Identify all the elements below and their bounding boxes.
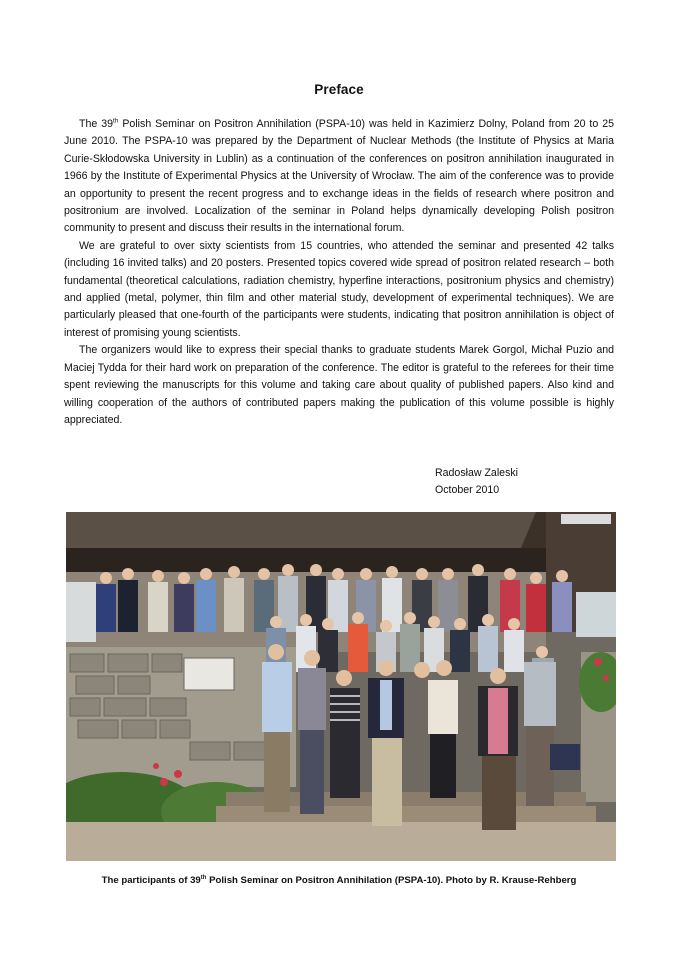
signature-date: October 2010	[435, 484, 500, 497]
ordinal-superscript: th	[113, 117, 119, 125]
page-title: Preface	[314, 82, 364, 97]
paragraph-3: The organizers would like to express their special thanks to graduate students Marek Gorgol, Michał Puzio and Maciej Tydda for their hard work on preparation of the conference. The editor is grateful to the referees for their time spent reviewing the manuscripts for this volume and taking care about quality of published papers. Also kind and willing cooperation of the authors of contributed papers making the publication of this volume possible is highly appreciated.	[64, 344, 614, 426]
paragraph-2: We are grateful to over sixty scientists from 15 countries, who attended the seminar and presented 42 talks (including 16 invited talks) and 20 posters. Presented topics covered wide spread of positron related research – both fundamental (theoretical calculations, radiation chemistry, hyperfine interactions, positronium physics and chemistry) and applied (metal, polymer, thin film and other material study, development of experimental techniques). We are particularly pleased that one-fourth of the participants were students, indicating that positron annihilation is object of interest of promising young scientists.	[64, 239, 614, 339]
paragraph-1-start: The 39	[79, 118, 113, 130]
caption-start: The participants of 39	[101, 875, 201, 886]
preface-body	[64, 116, 614, 429]
paragraph-1	[64, 116, 614, 238]
signature-block	[435, 465, 518, 500]
caption-ordinal-superscript: th	[200, 874, 207, 881]
caption-rest: Polish Seminar on Positron Annihilation (PSPA-10). Photo by R. Krause-Rehberg	[206, 875, 577, 886]
author-name: Radosław Zaleski	[435, 467, 519, 479]
paragraph-1-rest: Polish Seminar on Positron Annihilation (PSPA-10) was held in Kazimierz Dolny, Poland from 20 to 25 June 2010. The PSPA-10 was prepared by the Department of Nuclear Methods (the Institute of Physics at Maria Curie-Skłodowska University in Lublin) as a continuation of the conferences on positron annihilation inaugurated in 1966 by the Institute of Experimental Physics at the University of Wrocław. The aim of the conference was to provide an opportunity to present the recent progress and to exchange ideas in the fields of research where positron and positronium are involved. Localization of the seminar in Poland helps dynamically developing Polish positron community to present and discuss their results in the international forum.	[64, 118, 615, 235]
group-photo	[66, 512, 616, 861]
group-photo-illustration	[66, 512, 616, 861]
photo-caption	[0, 875, 678, 886]
